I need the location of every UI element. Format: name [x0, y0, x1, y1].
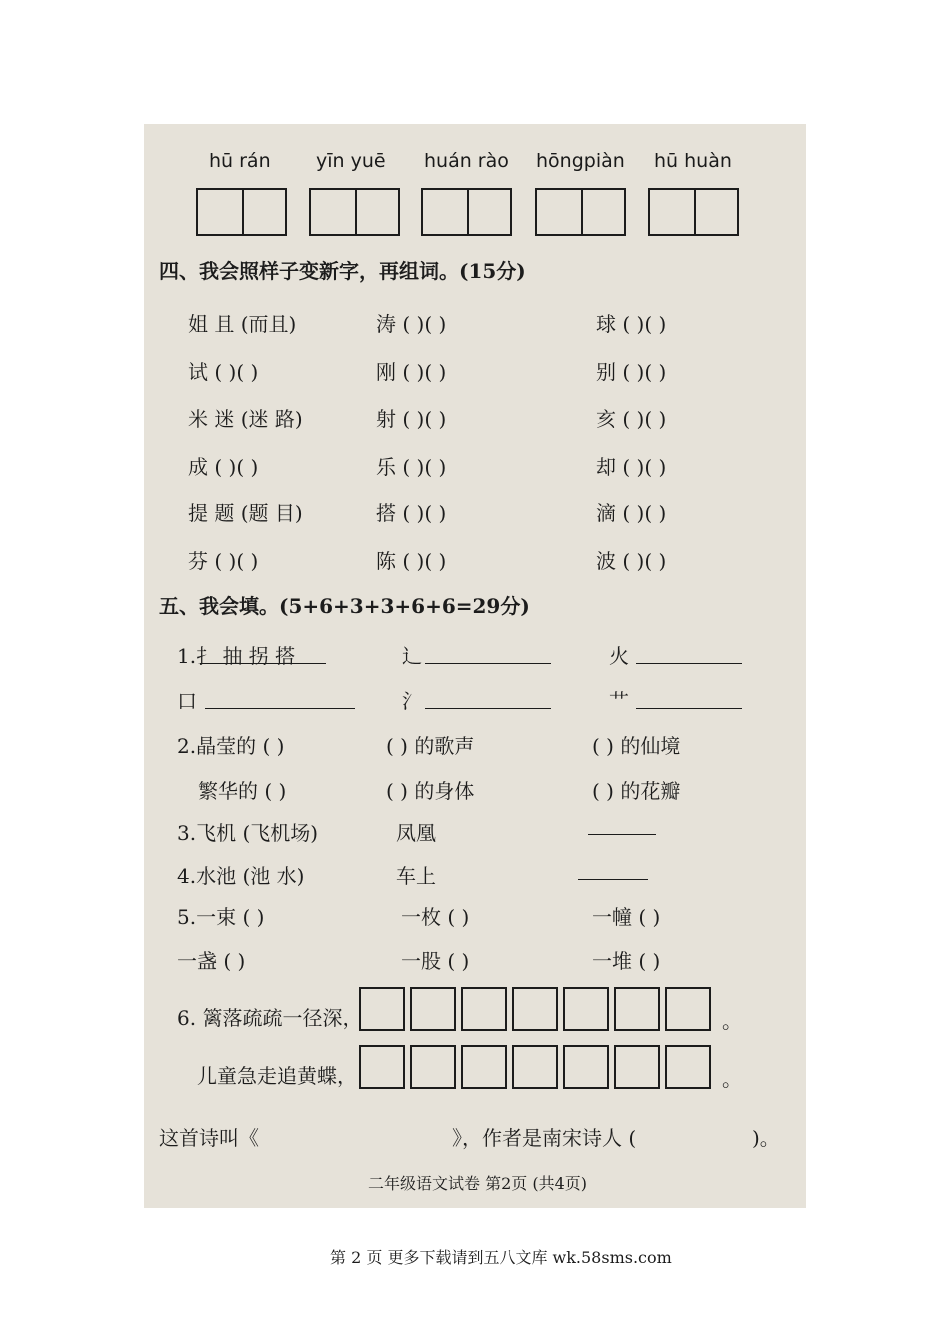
poem-box-4[interactable] [512, 987, 558, 1031]
q2-item-5: ( ) 的身体 [386, 779, 475, 803]
q4-example: 4.水池 (池 水) [177, 864, 305, 888]
poem-box-2[interactable] [410, 987, 456, 1031]
poem-box-11[interactable] [512, 1045, 558, 1089]
download-note: 第 2 页 更多下载请到五八文库 wk.58sms.com [330, 1248, 672, 1267]
poem-author-prompt: 》，作者是南宋诗人 ( [452, 1126, 637, 1150]
s4-r6-c3: 波 ( )( ) [596, 549, 667, 573]
s4-r2-c3: 别 ( )( ) [596, 360, 667, 384]
poem-box-1[interactable] [359, 987, 405, 1031]
q5-item-4: 一盏 ( ) [177, 949, 246, 973]
q5-item-1: 5.一束 ( ) [177, 905, 265, 929]
q2-item-2: ( ) 的歌声 [386, 734, 475, 758]
q1-underline-3 [636, 663, 742, 664]
pinyin-2: yīn yuē [316, 150, 386, 172]
q2-item-3: ( ) 的仙境 [592, 734, 681, 758]
q6-period-2: 。 [722, 1067, 742, 1091]
q6-line-1: 6. 篱落疏疏一径深， [177, 1006, 363, 1030]
s4-r3-c1: 米 迷 (迷 路) [188, 407, 303, 431]
writing-box-3[interactable] [421, 188, 512, 236]
s4-r6-c2: 陈 ( )( ) [376, 549, 447, 573]
q5-item-6: 一堆 ( ) [592, 949, 661, 973]
s4-r1-c2: 涛 ( )( ) [376, 312, 447, 336]
s4-r6-c1: 芬 ( )( ) [188, 549, 259, 573]
s4-r2-c1: 试 ( )( ) [188, 360, 259, 384]
pinyin-3: huán rào [424, 150, 509, 172]
q1-radical-2: 辶 [402, 644, 422, 668]
poem-box-3[interactable] [461, 987, 507, 1031]
poem-box-6[interactable] [614, 987, 660, 1031]
poem-box-7[interactable] [665, 987, 711, 1031]
q6-line-2: 儿童急走追黄蝶， [197, 1064, 357, 1088]
s4-r5-c2: 搭 ( )( ) [376, 501, 447, 525]
poem-author-close: )。 [752, 1126, 780, 1150]
q3-example: 3.飞机 (飞机场) [177, 821, 319, 845]
poem-box-5[interactable] [563, 987, 609, 1031]
q5-item-5: 一股 ( ) [401, 949, 470, 973]
s4-r1-c1: 姐 且 (而且) [188, 312, 297, 336]
s4-r2-c2: 刚 ( )( ) [376, 360, 447, 384]
q1-radical-6: 艹 [609, 689, 629, 713]
s4-r1-c3: 球 ( )( ) [596, 312, 667, 336]
pinyin-4: hōngpiàn [536, 150, 625, 172]
s4-r4-c1: 成 ( )( ) [188, 455, 259, 479]
q1-underline-5 [425, 708, 551, 709]
poem-box-10[interactable] [461, 1045, 507, 1089]
q1-radical-5: 氵 [402, 689, 422, 713]
writing-box-4[interactable] [535, 188, 626, 236]
q1-underline-1 [200, 663, 326, 664]
q1-radical-1: 1.扌 抽 拐 搭 [177, 644, 296, 668]
pinyin-5: hū huàn [654, 150, 732, 172]
q5-item-2: 一枚 ( ) [401, 905, 470, 929]
q3-underline [588, 834, 656, 835]
q6-period-1: 。 [722, 1009, 742, 1033]
q1-radical-4: 口 [177, 689, 197, 713]
q1-underline-4 [205, 708, 355, 709]
q2-item-1: 2.晶莹的 ( ) [177, 734, 285, 758]
s4-r4-c3: 却 ( )( ) [596, 455, 667, 479]
writing-box-5[interactable] [648, 188, 739, 236]
section-4-heading: 四、我会照样子变新字，再组词。(15分) [159, 259, 526, 283]
poem-box-13[interactable] [614, 1045, 660, 1089]
poem-title-prompt: 这首诗叫《 [159, 1126, 259, 1150]
q2-item-6: ( ) 的花瓣 [592, 779, 681, 803]
page-footer: 二年级语文试卷 第2页 (共4页) [368, 1174, 588, 1193]
writing-box-2[interactable] [309, 188, 400, 236]
poem-box-8[interactable] [359, 1045, 405, 1089]
q1-radical-3: 火 [609, 644, 629, 668]
q4-word: 车上 [396, 864, 436, 888]
s4-r3-c2: 射 ( )( ) [376, 407, 447, 431]
poem-box-14[interactable] [665, 1045, 711, 1089]
s4-r5-c3: 滴 ( )( ) [596, 501, 667, 525]
q2-item-4: 繁华的 ( ) [198, 779, 287, 803]
pinyin-1: hū rán [209, 150, 271, 172]
poem-box-9[interactable] [410, 1045, 456, 1089]
q1-underline-6 [636, 708, 742, 709]
q3-word: 凤凰 [396, 821, 436, 845]
s4-r4-c2: 乐 ( )( ) [376, 455, 447, 479]
s4-r5-c1: 提 题 (题 目) [188, 501, 303, 525]
q1-underline-2 [425, 663, 551, 664]
q5-item-3: 一幢 ( ) [592, 905, 661, 929]
s4-r3-c3: 亥 ( )( ) [596, 407, 667, 431]
q4-underline [578, 879, 648, 880]
poem-box-12[interactable] [563, 1045, 609, 1089]
section-5-heading: 五、我会填。(5+6+3+3+6+6=29分) [159, 594, 530, 618]
writing-box-1[interactable] [196, 188, 287, 236]
